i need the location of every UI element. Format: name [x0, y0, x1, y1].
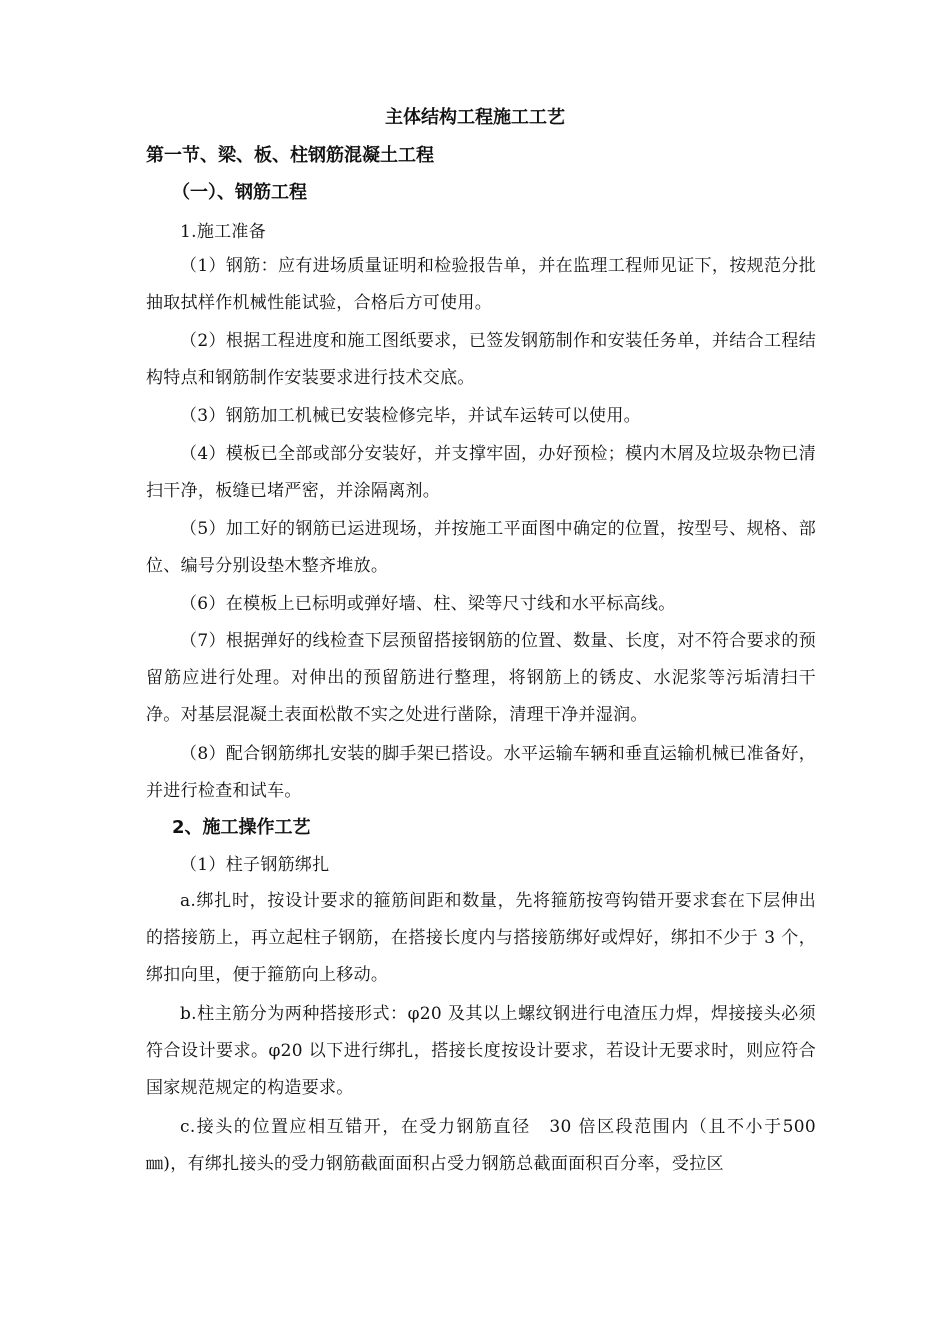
prep-title: 1.施工准备 — [180, 222, 267, 242]
operation-heading: 2、施工操作工艺 — [172, 817, 311, 838]
prep-item-6: （6）在模板上已标明或弹好墙、柱、梁等尺寸线和水平标高线。 — [180, 594, 676, 614]
operation-item-c: c.接头的位置应相互错开，在受力钢筋直径 30 倍区段范围内（且不小于500㎜)，有绑扎接头的受力钢筋截面面积占受力钢筋总截面面积百分率，受拉区 — [146, 1117, 816, 1174]
prep-item-1: （1）钢筋：应有进场质量证明和检验报告单，并在监理工程师见证下，按规范分批抽取拭样作机械性能试验，合格后方可使用。 — [146, 256, 816, 313]
operation-subheading: （1）柱子钢筋绑扎 — [180, 855, 330, 875]
prep-item-3: （3）钢筋加工机械已安装检修完毕，并试车运转可以使用。 — [180, 406, 641, 426]
operation-item-b: b.柱主筋分为两种搭接形式：φ20 及其以上螺纹钢进行电渣压力焊，焊接接头必须符合设计要求。φ20 以下进行绑扎，搭接长度按设计要求，若设计无要求时，则应符合国家规范规定的构造要求。 — [146, 1004, 816, 1098]
prep-item-8: （8）配合钢筋绑扎安装的脚手架已搭设。水平运输车辆和垂直运输机械已准备好，并进行检查和试车。 — [146, 744, 816, 801]
prep-item-5: （5）加工好的钢筋已运进现场，并按施工平面图中确定的位置，按型号、规格、部位、编号分别设垫木整齐堆放。 — [146, 519, 816, 576]
document-title: 主体结构工程施工工艺 — [385, 107, 565, 128]
subsection-heading: （一）、钢筋工程 — [172, 182, 307, 203]
prep-item-7: （7）根据弹好的线检查下层预留搭接钢筋的位置、数量、长度，对不符合要求的预留筋应进行处理。对伸出的预留筋进行整理，将钢筋上的锈皮、水泥浆等污垢清扫干净。对基层混凝土表面松散不实之处进行凿除，清理干净并湿润。 — [146, 631, 816, 725]
prep-item-2: （2）根据工程进度和施工图纸要求，已签发钢筋制作和安装任务单，并结合工程结构特点和钢筋制作安装要求进行技术交底。 — [146, 331, 816, 388]
section-heading: 第一节、梁、板、柱钢筋混凝土工程 — [146, 145, 434, 166]
operation-item-a: a.绑扎时，按设计要求的箍筋间距和数量，先将箍筋按弯钩错开要求套在下层伸出的搭接筋上，再立起柱子钢筋，在搭接长度内与搭接筋绑好或焊好，绑扣不少于 3 个，绑扣向里，便于箍筋向上移动。 — [146, 891, 816, 985]
prep-item-4: （4）模板已全部或部分安装好，并支撑牢固，办好预检；模内木屑及垃圾杂物已清扫干净，板缝已堵严密，并涂隔离剂。 — [146, 444, 816, 501]
